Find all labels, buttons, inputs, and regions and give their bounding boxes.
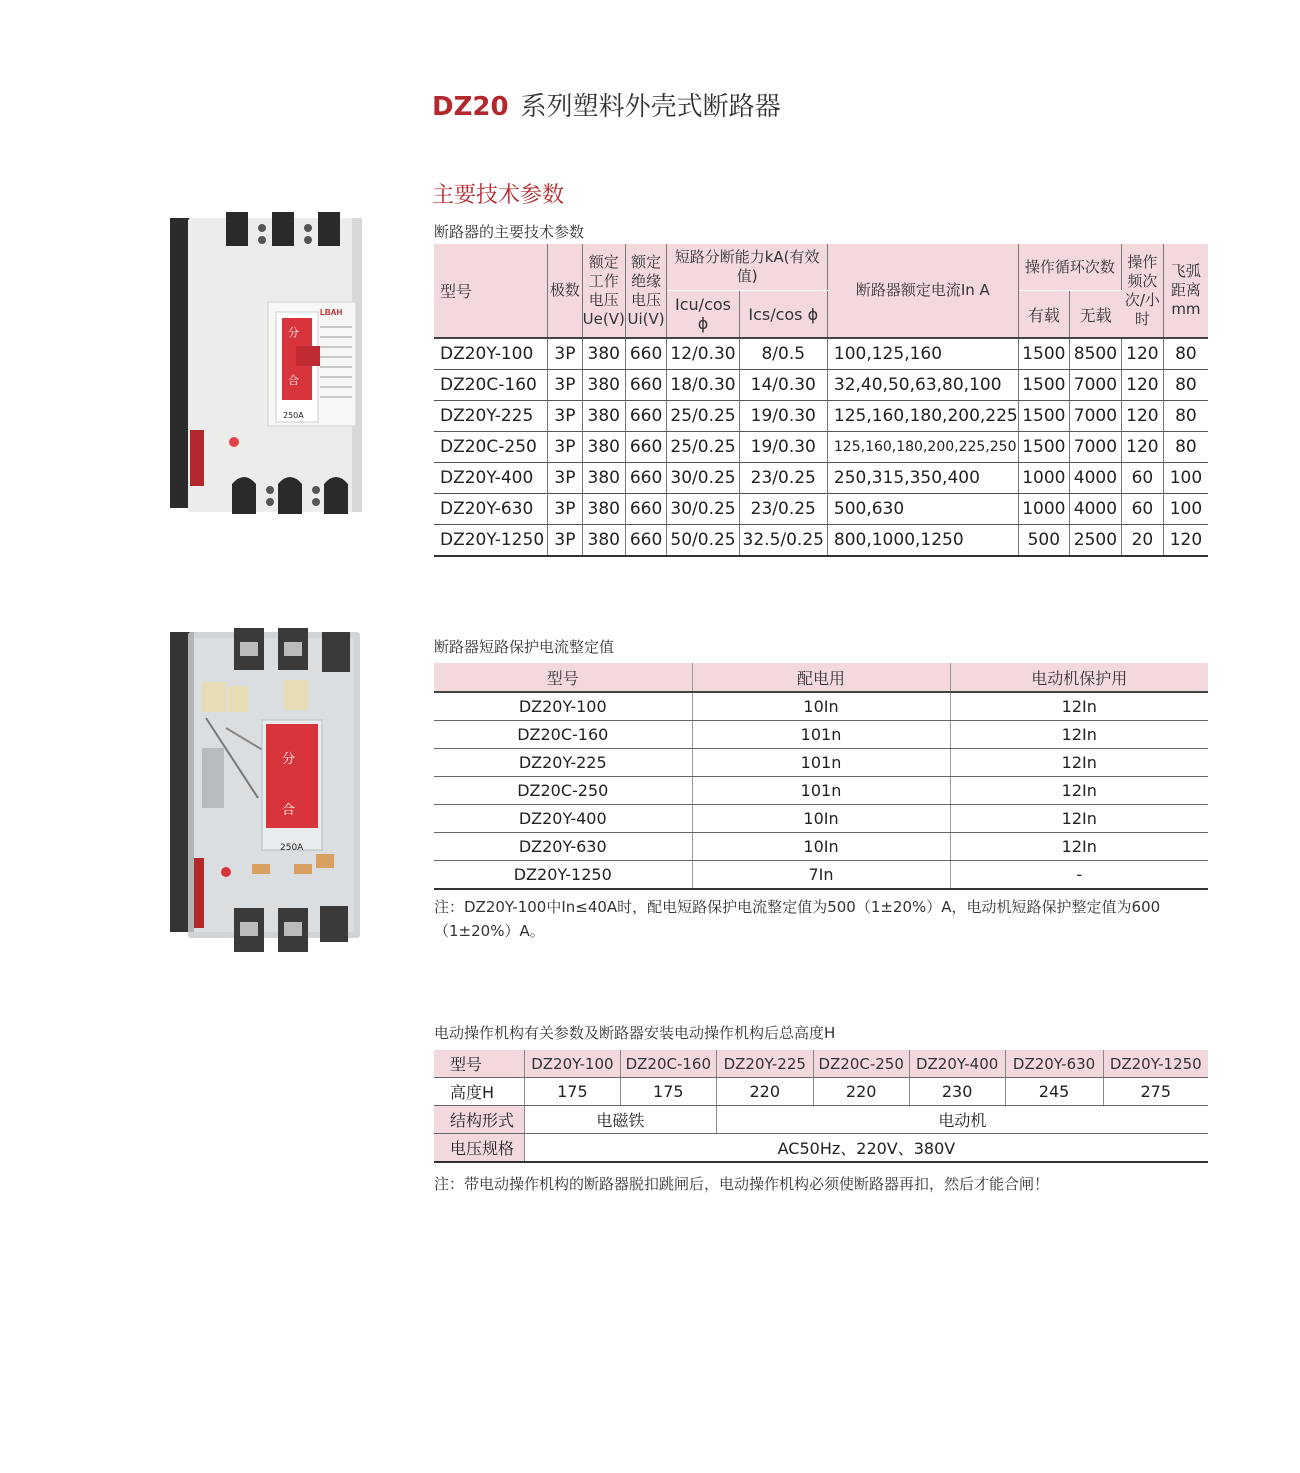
cell-poles: 3P bbox=[548, 338, 582, 370]
breaker-image-transparent bbox=[166, 628, 366, 954]
header-ics: Ics/cos ϕ bbox=[739, 291, 827, 339]
cell-unloaded: 2500 bbox=[1069, 525, 1121, 557]
header-breaking-capacity: 短路分断能力kA(有效值) bbox=[667, 244, 828, 291]
t3-height-cell: 220 bbox=[813, 1078, 909, 1106]
t2-header-model: 型号 bbox=[434, 663, 692, 692]
cell-rated-current: 125,160,180,200,225,250 bbox=[827, 432, 1018, 463]
t3-structure-magnet: 电磁铁 bbox=[524, 1106, 716, 1134]
table3-note: 注：带电动操作机构的断路器脱扣跳闸后，电动操作机构必须使断路器再扣，然后才能合闸！ bbox=[434, 1175, 1050, 1193]
cell-poles: 3P bbox=[548, 370, 582, 401]
cell-frequency: 120 bbox=[1121, 370, 1163, 401]
cell-model: DZ20Y-1250 bbox=[434, 525, 548, 557]
cell-model: DZ20C-160 bbox=[434, 370, 548, 401]
t3-height-cell: 245 bbox=[1005, 1078, 1103, 1106]
rating-text-2: 250A bbox=[280, 843, 304, 853]
cell-ue: 380 bbox=[582, 401, 625, 432]
cell-ue: 380 bbox=[582, 463, 625, 494]
t3-structure-row bbox=[434, 1106, 1208, 1134]
page-title bbox=[432, 86, 781, 123]
cell-model: DZ20Y-400 bbox=[434, 805, 692, 833]
main-parameters-body bbox=[434, 338, 1208, 556]
cell-ics: 23/0.25 bbox=[739, 494, 827, 525]
cell-unloaded: 4000 bbox=[1069, 463, 1121, 494]
t3-model-label: 型号 bbox=[434, 1050, 524, 1078]
table-row bbox=[434, 401, 1208, 432]
cell-icu: 12/0.30 bbox=[667, 338, 739, 370]
cell-poles: 3P bbox=[548, 494, 582, 525]
cell-model: DZ20Y-100 bbox=[434, 692, 692, 721]
cell-model: DZ20C-250 bbox=[434, 777, 692, 805]
main-parameters-table bbox=[434, 244, 1208, 557]
cell-arc: 100 bbox=[1163, 463, 1208, 494]
header-poles: 极数 bbox=[548, 244, 582, 338]
cell-arc: 100 bbox=[1163, 494, 1208, 525]
cell-loaded: 1000 bbox=[1018, 494, 1069, 525]
cell-poles: 3P bbox=[548, 463, 582, 494]
cell-distribution: 101n bbox=[692, 749, 950, 777]
cell-distribution: 10In bbox=[692, 833, 950, 861]
table1-caption: 断路器的主要技术参数 bbox=[434, 223, 585, 241]
cell-frequency: 120 bbox=[1121, 401, 1163, 432]
t3-model-cell: DZ20C-250 bbox=[813, 1050, 909, 1078]
table-row bbox=[434, 805, 1208, 833]
t3-structure-motor: 电动机 bbox=[716, 1106, 1208, 1134]
header-loaded: 有载 bbox=[1018, 291, 1069, 339]
header-model: 型号 bbox=[434, 244, 548, 338]
t2-header-motor: 电动机保护用 bbox=[950, 663, 1208, 692]
cell-model: DZ20Y-400 bbox=[434, 463, 548, 494]
cell-ui: 660 bbox=[625, 338, 667, 370]
t3-models-row bbox=[434, 1050, 1208, 1078]
cell-ue: 380 bbox=[582, 525, 625, 557]
cell-icu: 25/0.25 bbox=[667, 401, 739, 432]
t3-height-label: 高度H bbox=[434, 1078, 524, 1106]
cell-model: DZ20Y-225 bbox=[434, 401, 548, 432]
t3-model-cell: DZ20Y-630 bbox=[1005, 1050, 1103, 1078]
rating-text: 250A bbox=[283, 411, 304, 420]
cell-arc: 80 bbox=[1163, 432, 1208, 463]
cell-distribution: 10In bbox=[692, 692, 950, 721]
table-row bbox=[434, 494, 1208, 525]
header-ue: 额定工作电压Ue(V) bbox=[582, 244, 625, 338]
table-row bbox=[434, 777, 1208, 805]
table2-caption: 断路器短路保护电流整定值 bbox=[434, 638, 615, 656]
table3-caption: 电动操作机构有关参数及断路器安装电动操作机构后总高度H bbox=[434, 1024, 836, 1042]
cell-model: DZ20Y-630 bbox=[434, 833, 692, 861]
cell-distribution: 10In bbox=[692, 805, 950, 833]
cell-motor: 12In bbox=[950, 749, 1208, 777]
cell-frequency: 120 bbox=[1121, 338, 1163, 370]
open-mark: 分 bbox=[288, 326, 299, 339]
cell-arc: 80 bbox=[1163, 401, 1208, 432]
close-mark-2: 合 bbox=[282, 803, 296, 818]
cell-rated-current: 125,160,180,200,225 bbox=[827, 401, 1018, 432]
t3-heights-row bbox=[434, 1078, 1208, 1106]
cell-ui: 660 bbox=[625, 463, 667, 494]
cell-ics: 8/0.5 bbox=[739, 338, 827, 370]
cell-unloaded: 7000 bbox=[1069, 370, 1121, 401]
cell-loaded: 500 bbox=[1018, 525, 1069, 557]
cell-ics: 23/0.25 bbox=[739, 463, 827, 494]
cell-arc: 80 bbox=[1163, 338, 1208, 370]
cell-model: DZ20Y-100 bbox=[434, 338, 548, 370]
cell-frequency: 120 bbox=[1121, 432, 1163, 463]
cell-icu: 18/0.30 bbox=[667, 370, 739, 401]
brand-text: LBAH bbox=[320, 308, 343, 317]
t2-header-distribution: 配电用 bbox=[692, 663, 950, 692]
cell-rated-current: 32,40,50,63,80,100 bbox=[827, 370, 1018, 401]
cell-poles: 3P bbox=[548, 401, 582, 432]
cell-ics: 19/0.30 bbox=[739, 401, 827, 432]
cell-frequency: 60 bbox=[1121, 463, 1163, 494]
cell-model: DZ20C-250 bbox=[434, 432, 548, 463]
cell-unloaded: 7000 bbox=[1069, 401, 1121, 432]
table-row bbox=[434, 338, 1208, 370]
header-rated-current: 断路器额定电流In A bbox=[827, 244, 1018, 338]
cell-rated-current: 500,630 bbox=[827, 494, 1018, 525]
cell-icu: 30/0.25 bbox=[667, 494, 739, 525]
cell-unloaded: 7000 bbox=[1069, 432, 1121, 463]
short-circuit-setting-body bbox=[434, 692, 1208, 889]
t3-model-cell: DZ20C-160 bbox=[620, 1050, 716, 1078]
title-name: 系列塑料外壳式断路器 bbox=[520, 92, 781, 122]
cell-icu: 30/0.25 bbox=[667, 463, 739, 494]
short-circuit-setting-table bbox=[434, 663, 1208, 890]
cell-motor: - bbox=[950, 861, 1208, 890]
open-mark-2: 分 bbox=[282, 752, 296, 767]
cell-unloaded: 4000 bbox=[1069, 494, 1121, 525]
t3-voltage-value: AC50Hz、220V、380V bbox=[524, 1134, 1208, 1163]
cell-model: DZ20Y-630 bbox=[434, 494, 548, 525]
cell-rated-current: 250,315,350,400 bbox=[827, 463, 1018, 494]
cell-ue: 380 bbox=[582, 432, 625, 463]
t3-height-cell: 175 bbox=[524, 1078, 620, 1106]
cell-unloaded: 8500 bbox=[1069, 338, 1121, 370]
cell-ui: 660 bbox=[625, 494, 667, 525]
cell-icu: 25/0.25 bbox=[667, 432, 739, 463]
cell-ics: 32.5/0.25 bbox=[739, 525, 827, 557]
t3-model-cell: DZ20Y-1250 bbox=[1103, 1050, 1208, 1078]
cell-frequency: 20 bbox=[1121, 525, 1163, 557]
cell-ui: 660 bbox=[625, 432, 667, 463]
table-row bbox=[434, 432, 1208, 463]
table-row bbox=[434, 463, 1208, 494]
cell-motor: 12In bbox=[950, 777, 1208, 805]
header-ui: 额定绝缘电压Ui(V) bbox=[625, 244, 667, 338]
cell-ui: 660 bbox=[625, 370, 667, 401]
cell-ue: 380 bbox=[582, 494, 625, 525]
cell-motor: 12In bbox=[950, 833, 1208, 861]
table-row bbox=[434, 525, 1208, 557]
t3-voltage-label: 电压规格 bbox=[434, 1134, 524, 1163]
cell-ics: 19/0.30 bbox=[739, 432, 827, 463]
cell-loaded: 1500 bbox=[1018, 401, 1069, 432]
t3-height-cell: 220 bbox=[716, 1078, 813, 1106]
cell-ui: 660 bbox=[625, 525, 667, 557]
cell-distribution: 101n bbox=[692, 777, 950, 805]
t3-structure-label: 结构形式 bbox=[434, 1106, 524, 1134]
table2-note: 注：DZ20Y-100中In≤40A时，配电短路保护电流整定值为500（1±20%）A，电动机短路保护整定值为600（1±20%）A。 bbox=[434, 898, 1161, 940]
title-model: DZ20 bbox=[432, 92, 509, 122]
cell-icu: 50/0.25 bbox=[667, 525, 739, 557]
cell-motor: 12In bbox=[950, 721, 1208, 749]
cell-ics: 14/0.30 bbox=[739, 370, 827, 401]
motor-operator-table bbox=[434, 1050, 1208, 1163]
table-row bbox=[434, 861, 1208, 890]
cell-arc: 120 bbox=[1163, 525, 1208, 557]
cell-ue: 380 bbox=[582, 338, 625, 370]
table-row bbox=[434, 721, 1208, 749]
header-unloaded: 无载 bbox=[1069, 291, 1121, 339]
t3-voltage-row bbox=[434, 1134, 1208, 1163]
t3-height-cell: 230 bbox=[909, 1078, 1005, 1106]
t3-height-cell: 275 bbox=[1103, 1078, 1208, 1106]
table-row bbox=[434, 749, 1208, 777]
cell-ui: 660 bbox=[625, 401, 667, 432]
cell-distribution: 101n bbox=[692, 721, 950, 749]
t3-model-cell: DZ20Y-400 bbox=[909, 1050, 1005, 1078]
header-icu: Icu/cos ϕ bbox=[667, 291, 739, 339]
cell-model: DZ20Y-1250 bbox=[434, 861, 692, 890]
cell-ue: 380 bbox=[582, 370, 625, 401]
cell-motor: 12In bbox=[950, 805, 1208, 833]
cell-model: DZ20Y-225 bbox=[434, 749, 692, 777]
cell-poles: 3P bbox=[548, 432, 582, 463]
t3-model-cell: DZ20Y-225 bbox=[716, 1050, 813, 1078]
cell-frequency: 60 bbox=[1121, 494, 1163, 525]
header-arc-distance: 飞弧距离mm bbox=[1163, 244, 1208, 338]
cell-loaded: 1500 bbox=[1018, 432, 1069, 463]
table-row bbox=[434, 692, 1208, 721]
section-heading: 主要技术参数 bbox=[432, 183, 565, 208]
t3-height-cell: 175 bbox=[620, 1078, 716, 1106]
close-mark: 合 bbox=[288, 374, 299, 387]
cell-loaded: 1000 bbox=[1018, 463, 1069, 494]
cell-loaded: 1500 bbox=[1018, 338, 1069, 370]
cell-poles: 3P bbox=[548, 525, 582, 557]
cell-rated-current: 100,125,160 bbox=[827, 338, 1018, 370]
cell-arc: 80 bbox=[1163, 370, 1208, 401]
table-row bbox=[434, 370, 1208, 401]
cell-rated-current: 800,1000,1250 bbox=[827, 525, 1018, 557]
cell-loaded: 1500 bbox=[1018, 370, 1069, 401]
cell-motor: 12In bbox=[950, 692, 1208, 721]
breaker-image-white bbox=[166, 212, 366, 524]
cell-model: DZ20C-160 bbox=[434, 721, 692, 749]
t3-model-cell: DZ20Y-100 bbox=[524, 1050, 620, 1078]
cell-distribution: 7In bbox=[692, 861, 950, 890]
table-row bbox=[434, 833, 1208, 861]
header-frequency: 操作频次次/小时 bbox=[1121, 244, 1163, 338]
header-cycles: 操作循环次数 bbox=[1018, 244, 1121, 291]
